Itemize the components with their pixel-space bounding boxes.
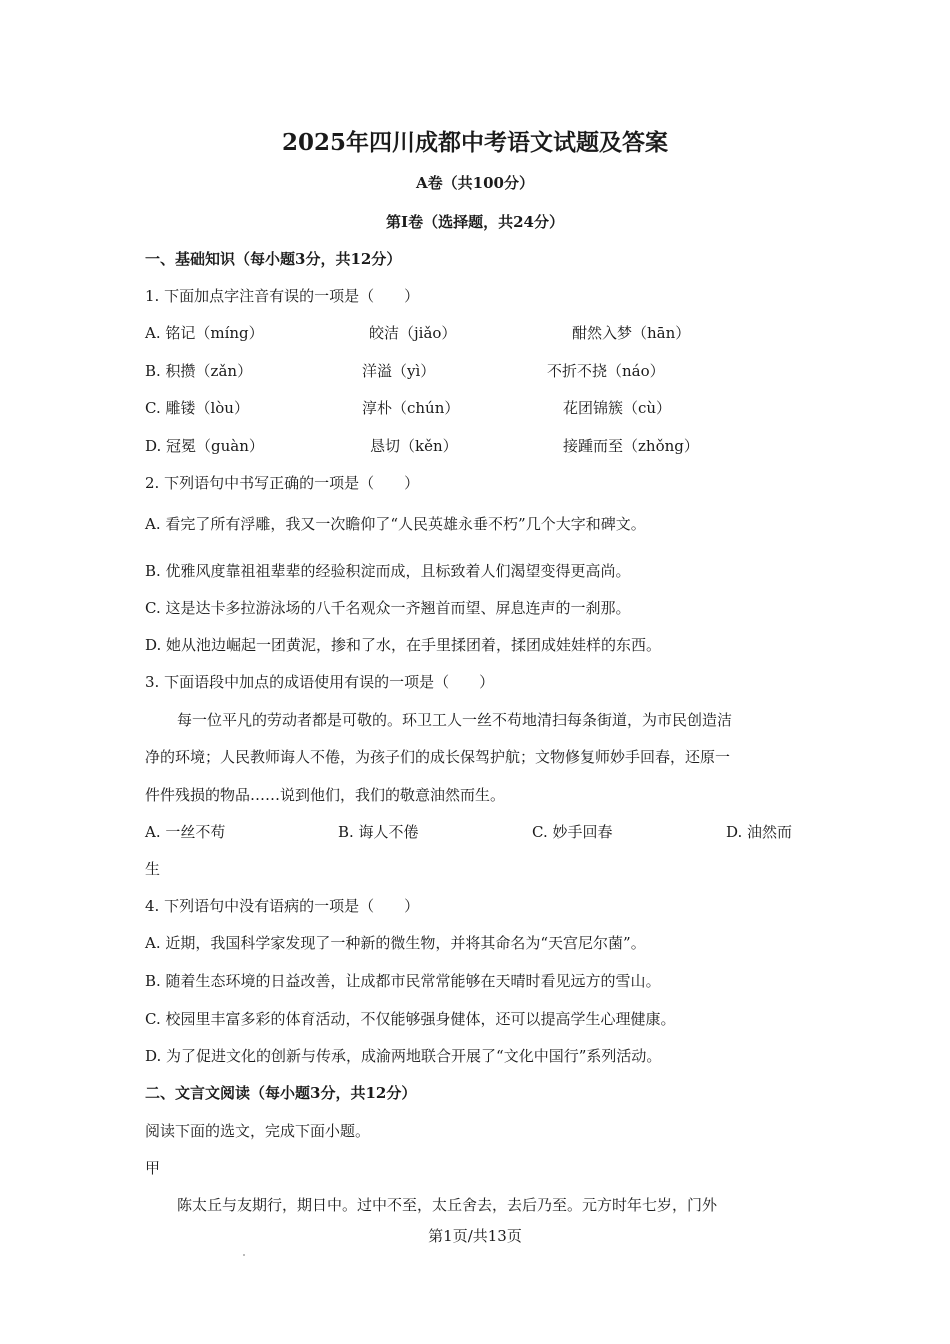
q1-option-a-3: 酣然入梦（hān） (572, 324, 691, 342)
q3-option-d: D. 油然而 (726, 823, 793, 841)
q1-option-d-1: D. 冠冕（guàn） (145, 437, 264, 455)
q4-option-d: D. 为了促进文化的创新与传承，成渝两地联合开展了“文化中国行”系列活动。 (145, 1047, 662, 1065)
volume-1-heading: 第Ⅰ卷（选择题，共24分） (386, 213, 564, 231)
q1-option-d-2: 恳切（kěn） (370, 437, 458, 455)
q1-option-c-3: 花团锦簇（cù） (563, 399, 672, 417)
page-title: 2025年四川成都中考语文试题及答案 (281, 129, 668, 156)
q3-option-a: A. 一丝不苟 (145, 823, 226, 841)
q1-stem: 1. 下面加点字注音有误的一项是（ ） (145, 287, 420, 305)
q1-option-a-1: A. 铭记（míng） (145, 324, 264, 342)
q1-option-c-1: C. 雕镂（lòu） (145, 399, 249, 417)
paper-a-heading: A卷（共100分） (416, 174, 534, 192)
q1-option-b-2: 洋溢（yì） (362, 362, 436, 380)
classical-passage-line-1: 陈太丘与友期行，期日中。过中不至，太丘舍去，去后乃至。元方时年七岁，门外 (177, 1196, 718, 1214)
passage-label: 甲 (145, 1159, 161, 1177)
scan-dot (243, 1254, 245, 1256)
q3-passage-line-2: 净的环境；人民教师诲人不倦，为孩子们的成长保驾护航；文物修复师妙手回春，还原一 (145, 748, 731, 766)
q1-option-b-3: 不折不挠（náo） (547, 362, 665, 380)
q1-option-b-1: B. 积攒（zǎn） (145, 362, 253, 380)
q2-stem: 2. 下列语句中书写正确的一项是（ ） (145, 474, 420, 492)
page-footer: 第1页/共13页 (428, 1227, 522, 1245)
q4-option-c: C. 校园里丰富多彩的体育活动，不仅能够强身健体，还可以提高学生心理健康。 (145, 1010, 676, 1028)
q2-option-a: A. 看完了所有浮雕，我又一次瞻仰了“人民英雄永垂不朽”几个大字和碑文。 (145, 515, 646, 533)
q1-option-c-2: 淳朴（chún） (362, 399, 460, 417)
q3-passage-line-3: 件件残损的物品……说到他们，我们的敬意油然而生。 (145, 786, 506, 804)
q4-option-a: A. 近期，我国科学家发现了一种新的微生物，并将其命名为“天宫尼尔菌”。 (145, 934, 646, 952)
q3-option-d-wrap: 生 (145, 860, 161, 878)
q2-option-c: C. 这是达卡多拉游泳场的八千名观众一齐翘首而望、屏息连声的一刹那。 (145, 599, 631, 617)
q1-option-a-2: 皎洁（jiǎo） (369, 324, 457, 342)
q3-option-b: B. 诲人不倦 (338, 823, 419, 841)
q1-option-d-3: 接踵而至（zhǒng） (563, 437, 699, 455)
section-2-heading: 二、文言文阅读（每小题3分，共12分） (145, 1084, 417, 1102)
q3-option-c: C. 妙手回春 (532, 823, 613, 841)
q3-passage-line-1: 每一位平凡的劳动者都是可敬的。环卫工人一丝不苟地清扫每条街道，为市民创造洁 (177, 711, 733, 729)
q4-stem: 4. 下列语句中没有语病的一项是（ ） (145, 897, 420, 915)
q2-option-d: D. 她从池边崛起一团黄泥，掺和了水，在手里揉团着，揉团成娃娃样的东西。 (145, 636, 662, 654)
q2-option-b: B. 优雅风度靠祖祖辈辈的经验积淀而成，且标致着人们渴望变得更高尚。 (145, 562, 631, 580)
section-2-intro: 阅读下面的选文，完成下面小题。 (145, 1122, 371, 1140)
section-1-heading: 一、基础知识（每小题3分，共12分） (145, 250, 402, 268)
q4-option-b: B. 随着生态环境的日益改善，让成都市民常常能够在天晴时看见远方的雪山。 (145, 972, 661, 990)
q3-stem: 3. 下面语段中加点的成语使用有误的一项是（ ） (145, 673, 495, 691)
